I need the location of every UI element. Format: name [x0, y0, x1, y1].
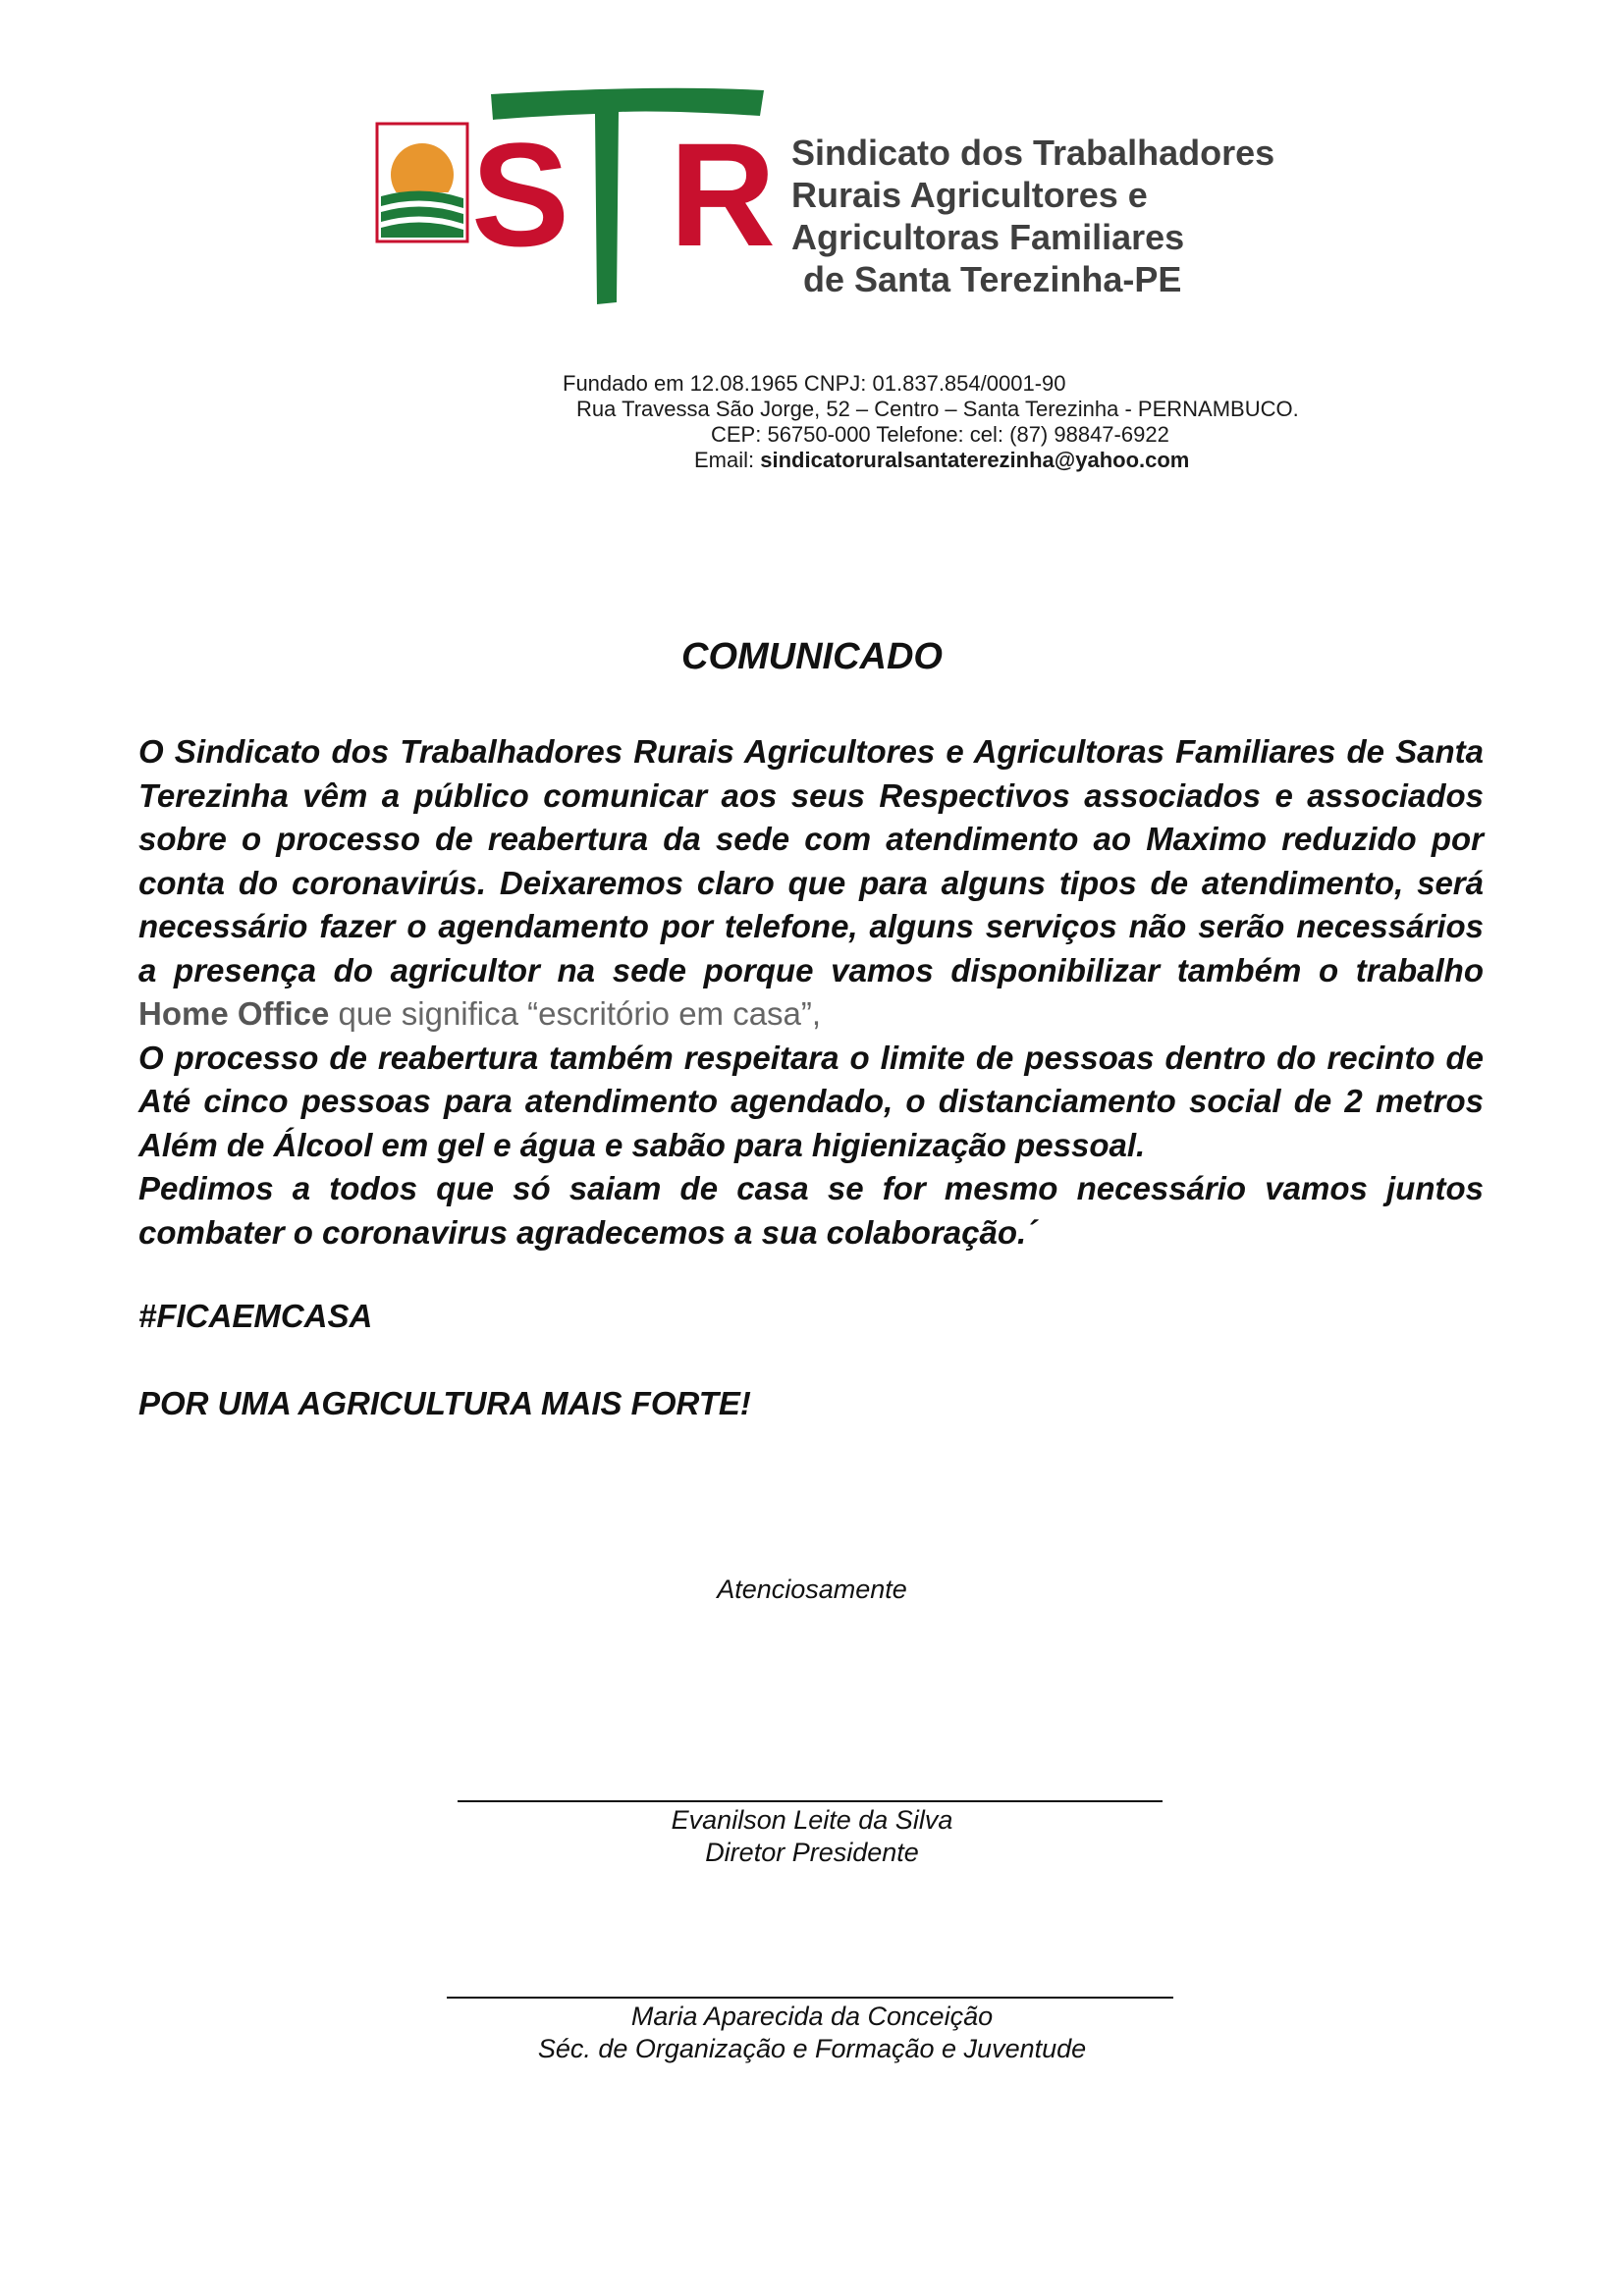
hashtag: #FICAEMCASA	[138, 1298, 373, 1334]
address-line: Rua Travessa São Jorge, 52 – Centro – Santa Terezinha - PERNAMBUCO.	[576, 397, 1299, 421]
signature-role-1: Diretor Presidente	[705, 1838, 919, 1867]
org-name	[791, 132, 1274, 300]
letterhead-logo	[373, 77, 1296, 312]
cep-line: CEP: 56750-000 Telefone: cel: (87) 98847-6922	[711, 422, 1169, 447]
signature-role-2: Séc. de Organização e Formação e Juventude	[537, 2034, 1087, 2063]
paragraph-1-main: O Sindicato dos Trabalhadores Rurais Agricultores e Agricultoras Familiares de Santa Terezinha vêm a público comunicar aos seus Respectivos associados e associados sobre o processo de reabertura da sede com atendimento ao Maximo reduzido por conta do coronavirús. Deixaremos claro que para alguns tipos de atendimento, será necessário fazer o agendamento por telefone, alguns serviços não serão necessários a presença do agricultor na sede porque vamos disponibilizar também o trabalho	[138, 733, 1484, 988]
logo-letters: S TR	[471, 112, 777, 277]
paragraph-2: O processo de reabertura também respeitara o limite de pessoas dentro do recinto de Até cinco pessoas para atendimento agendado, o distanciamento social de 2 metros Além de Álcool em gel e água e sabão para higienização pessoal.	[138, 1039, 1484, 1163]
org-name-line-1: Sindicato dos Trabalhadores	[791, 133, 1275, 173]
org-name-line-2: Rurais Agricultores e	[791, 175, 1148, 215]
signature-line-1	[458, 1800, 1163, 1802]
slogan: POR UMA AGRICULTURA MAIS FORTE!	[138, 1385, 751, 1421]
email-link[interactable]: sindicatoruralsantaterezinha@yahoo.com	[760, 448, 1190, 472]
email-line	[530, 448, 1335, 473]
org-name-line-4: de Santa Terezinha-PE	[803, 259, 1182, 299]
email-label: Email:	[694, 448, 761, 472]
org-name-line-3: Agricultoras Familiares	[791, 217, 1185, 257]
signature-block-2	[0, 2001, 1624, 2065]
signature-name-1: Evanilson Leite da Silva	[671, 1805, 953, 1835]
signature-name-2: Maria Aparecida da Conceição	[630, 2002, 994, 2031]
paragraph-3: Pedimos a todos que só saiam de casa se for mesmo necessário vamos juntos combater o coronavirus agradecemos a sua colaboração.´	[138, 1170, 1484, 1251]
signature-line-2	[447, 1997, 1173, 1999]
paragraph-1	[138, 730, 1484, 1037]
closing: Atenciosamente	[717, 1575, 907, 1604]
paragraph-1-tail: que significa “escritório em casa”,	[329, 995, 822, 1032]
document-title: COMUNICADO	[681, 636, 943, 677]
home-office-highlight: Home Office	[138, 995, 330, 1032]
signature-block-1	[0, 1804, 1624, 1869]
letterhead-info	[530, 371, 1335, 473]
document-body	[138, 730, 1484, 1255]
founded-line: Fundado em 12.08.1965 CNPJ: 01.837.854/0001-90	[563, 371, 1066, 396]
